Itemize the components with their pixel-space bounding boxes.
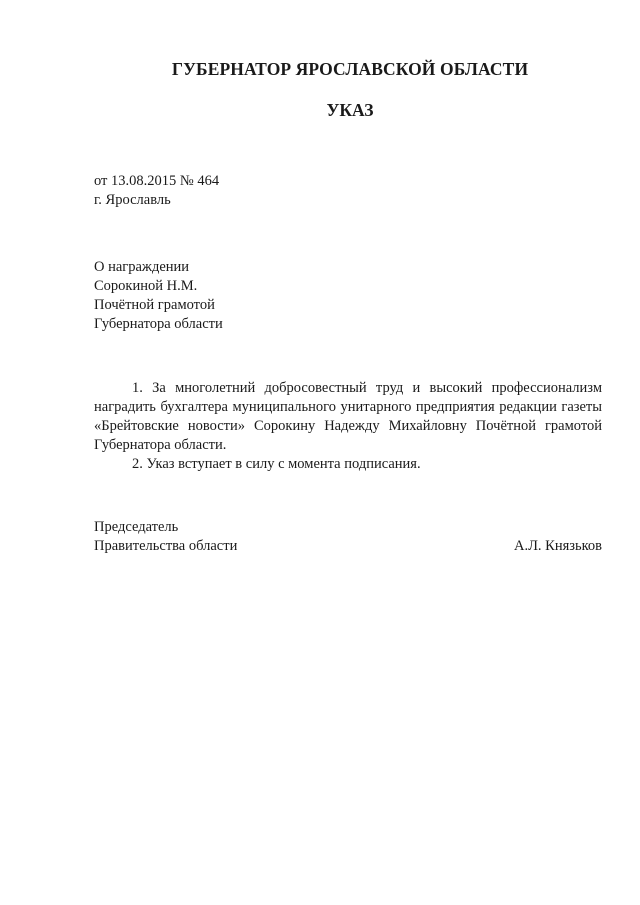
org-title: ГУБЕРНАТОР ЯРОСЛАВСКОЙ ОБЛАСТИ <box>171 59 529 79</box>
place: г. Ярославль <box>94 192 171 208</box>
document-type: УКАЗ <box>326 100 374 120</box>
subject-line: О награждении <box>94 259 190 275</box>
document-body <box>94 379 602 474</box>
date-number: от 13.08.2015 № 464 <box>94 173 220 189</box>
subject-line: Почётной грамотой <box>94 297 215 313</box>
subject-line: Губернатора области <box>94 316 223 332</box>
signature-row <box>94 537 602 556</box>
document-subject <box>94 258 223 334</box>
signer-position-line-1: Председатель <box>94 519 179 535</box>
signer-name: А.Л. Князьков <box>513 538 602 554</box>
subject-line: Сорокиной Н.М. <box>94 278 198 294</box>
body-paragraph: 2. Указ вступает в силу с момента подписания. <box>132 456 421 472</box>
signer-position-line-2: Правительства области <box>94 538 238 554</box>
document-meta <box>94 172 219 210</box>
body-paragraph: 1. За многолетний добросовестный труд и высокий профессионализм наградить бухгалтера муниципального унитарного предприятия редакции газеты «Брейтовские новости» Сорокину Надежду Михайловну Почётной грамотой Губернатора области. <box>94 380 602 453</box>
signature-block <box>94 518 602 556</box>
